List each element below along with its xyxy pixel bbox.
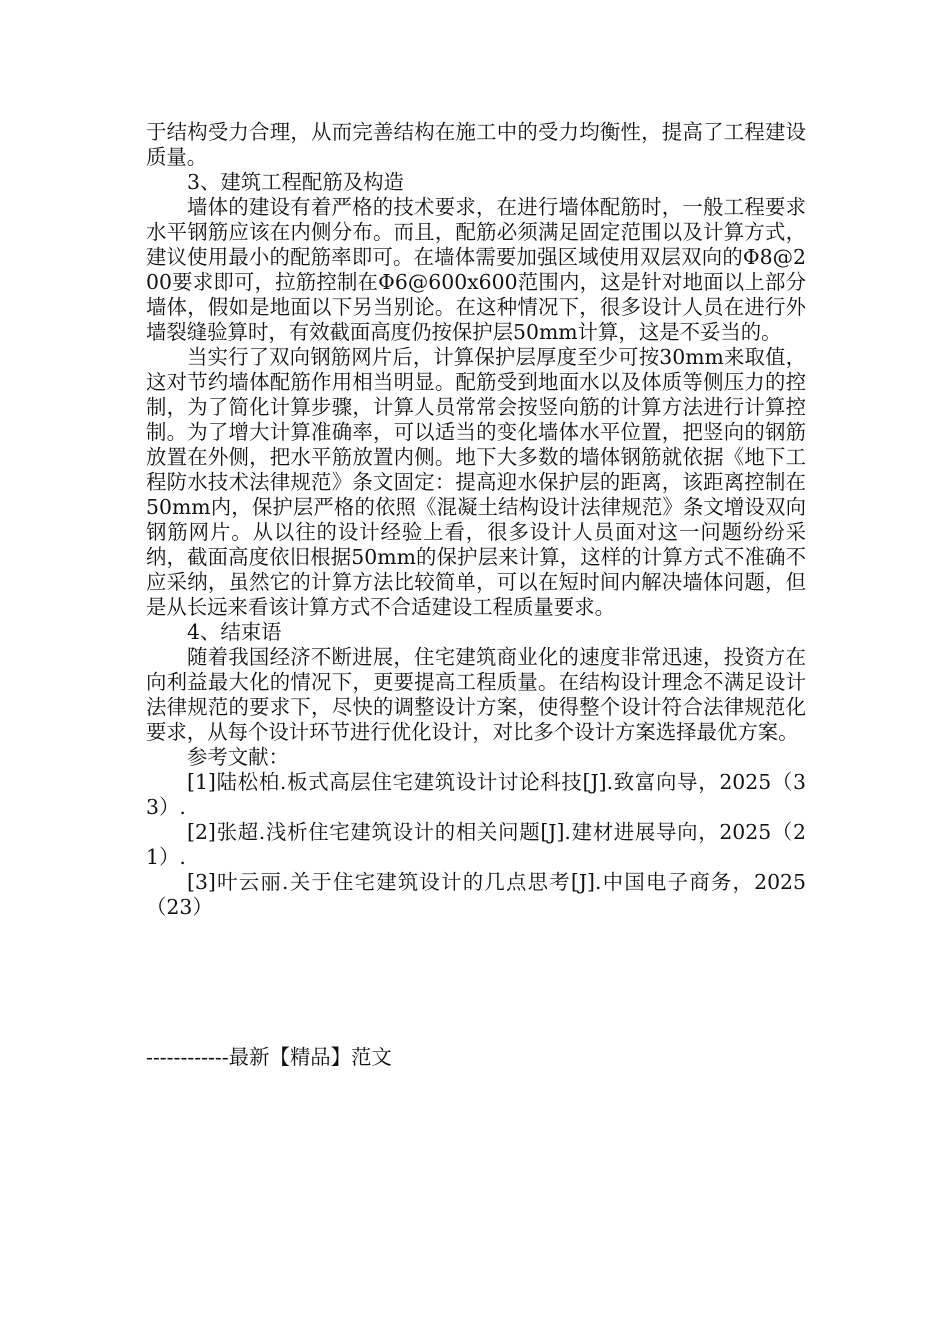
footer-tagline: ------------最新【精品】范文 <box>146 1045 392 1069</box>
paragraph-continuation: 于结构受力合理，从而完善结构在施工中的受力均衡性，提高了工程建设质量。 <box>146 120 806 169</box>
reference-item-3: [3]叶云丽.关于住宅建筑设计的几点思考[J].中国电子商务，2025（23） <box>146 870 806 919</box>
reference-item-1: [1]陆松柏.板式高层住宅建筑设计讨论科技[J].致富向导，2025（33）. <box>146 770 806 819</box>
paragraph-conclusion: 随着我国经济不断进展，住宅建筑商业化的速度非常迅速，投资方在向利益最大化的情况下，更要提高工程质量。在结构设计理念不满足设计法律规范的要求下，尽快的调整设计方案，使得整个设计符合法律规范化要求，从每个设计环节进行优化设计，对比多个设计方案选择最优方案。 <box>146 645 806 744</box>
reference-item-2: [2]张超.浅析住宅建筑设计的相关问题[J].建材进展导向，2025（21）. <box>146 820 806 869</box>
references-title: 参考文献： <box>187 745 289 769</box>
section-heading-4: 4、结束语 <box>187 620 282 644</box>
paragraph-wall-reinforcement: 墙体的建设有着严格的技术要求，在进行墙体配筋时，一般工程要求水平钢筋应该在内侧分布。而且，配筋必须满足固定范围以及计算方式，建议使用最小的配筋率即可。在墙体需要加强区域使用双层双向的Φ8@200要求即可，拉筋控制在Φ6@600x600范围内，这是针对地面以上部分墙体，假如是地面以下另当别论。在这种情况下，很多设计人员在进行外墙裂缝验算时，有效截面高度仍按保护层50mm计算，这是不妥当的。 <box>146 195 806 344</box>
section-heading-3: 3、建筑工程配筋及构造 <box>187 170 404 194</box>
paragraph-protective-layer: 当实行了双向钢筋网片后，计算保护层厚度至少可按30mm来取值，这对节约墙体配筋作用相当明显。配筋受到地面水以及体质等侧压力的控制，为了简化计算步骤，计算人员常常会按竖向筋的计算方法进行计算控制。为了增大计算准确率，可以适当的变化墙体水平位置，把竖向的钢筋放置在外侧，把水平筋放置内侧。地下大多数的墙体钢筋就依据《地下工程防水技术法律规范》条文固定：提高迎水保护层的距离，该距离控制在50mm内，保护层严格的依照《混凝土结构设计法律规范》条文增设双向钢筋网片。从以往的设计经验上看，很多设计人员面对这一问题纷纷采纳，截面高度依旧根据50mm的保护层来计算，这样的计算方式不准确不应采纳，虽然它的计算方法比较简单，可以在短时间内解决墙体问题，但是从长远来看该计算方式不合适建设工程质量要求。 <box>146 345 806 619</box>
document-body <box>146 120 806 920</box>
